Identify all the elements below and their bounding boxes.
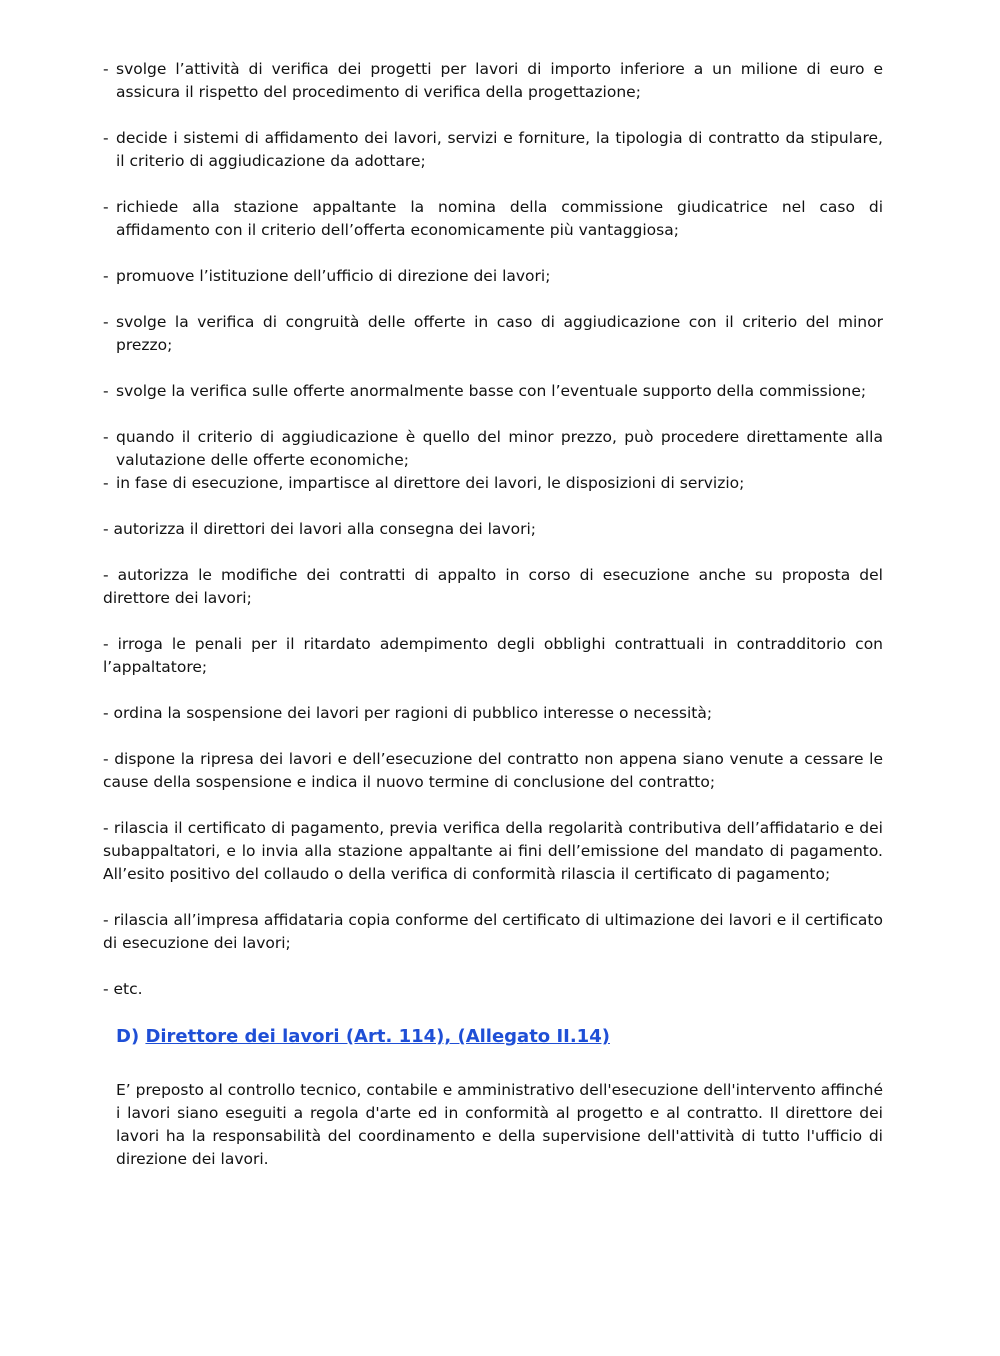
section-heading [116, 1023, 883, 1051]
list-item-text: svolge l’attività di verifica dei progetti per lavori di importo inferiore a un milione di euro e assicura il rispetto del procedimento di verifica della progettazione; [116, 60, 883, 101]
document-page [103, 58, 883, 1171]
list-item-plain: - irroga le penali per il ritardato adempimento degli obblighi contrattuali in contradditorio con l’appaltatore; [103, 635, 883, 676]
list-item [103, 311, 883, 357]
list-item-plain: - etc. [103, 980, 143, 998]
list-item [103, 196, 883, 242]
list-item-plain: - autorizza il direttori dei lavori alla consegna dei lavori; [103, 520, 536, 538]
list-item [103, 265, 883, 288]
list-item-text: quando il criterio di aggiudicazione è quello del minor prezzo, può procedere direttamente alla valutazione delle offerte economiche; [116, 428, 883, 469]
list-item-plain: - autorizza le modifiche dei contratti di appalto in corso di esecuzione anche su proposta del direttore dei lavori; [103, 566, 883, 607]
section-prefix: D) [116, 1026, 146, 1047]
list-item-text: richiede alla stazione appaltante la nomina della commissione giudicatrice nel caso di affidamento con il criterio dell’offerta economicamente più vantaggiosa; [116, 198, 883, 239]
list-item-plain: - rilascia all’impresa affidataria copia conforme del certificato di ultimazione dei lavori e il certificato di esecuzione dei lavori; [103, 911, 883, 952]
section-link[interactable]: Direttore dei lavori (Art. 114), (Allegato II.14) [145, 1026, 610, 1047]
bullet-dash: - [103, 313, 109, 331]
list-item [103, 380, 883, 403]
list-item-text: decide i sistemi di affidamento dei lavori, servizi e forniture, la tipologia di contratto da stipulare, il criterio di aggiudicazione da adottare; [116, 129, 883, 170]
list-item [103, 127, 883, 173]
list-item-plain: - dispone la ripresa dei lavori e dell’esecuzione del contratto non appena siano venute a cessare le cause della sospensione e indica il nuovo termine di conclusione del contratto; [103, 750, 883, 791]
list-item [103, 58, 883, 104]
list-item-text: promuove l’istituzione dell’ufficio di direzione dei lavori; [116, 267, 551, 285]
bullet-dash: - [103, 382, 109, 400]
bullet-dash: - [103, 267, 109, 285]
section-body [116, 1079, 883, 1171]
list-item-plain: - rilascia il certificato di pagamento, previa verifica della regolarità contributiva dell’affidatario e dei subappaltatori, e lo invia alla stazione appaltante ai fini dell’emissione del mandato di pagamento. All’esito positivo del collaudo o della verifica di conformità rilascia il certificato di pagamento; [103, 819, 883, 883]
list-item [103, 426, 883, 472]
list-item-text: svolge la verifica di congruità delle offerte in caso di aggiudicazione con il criterio del minor prezzo; [116, 313, 883, 354]
list-item-text: svolge la verifica sulle offerte anormalmente basse con l’eventuale supporto della commissione; [116, 382, 867, 400]
list-item [103, 472, 883, 495]
bullet-dash: - [103, 60, 109, 78]
section-paragraph: E’ preposto al controllo tecnico, contabile e amministrativo dell'esecuzione dell'intervento affinché i lavori siano eseguiti a regola d'arte ed in conformità al progetto e al contratto. Il direttore dei lavori ha la responsabilità del coordinamento e della supervisione dell'attività di tutto l'ufficio di direzione dei lavori. [116, 1081, 883, 1168]
bullet-dash: - [103, 428, 109, 446]
bullet-dash: - [103, 474, 109, 492]
bullet-dash: - [103, 129, 109, 147]
list-item-plain: - ordina la sospensione dei lavori per ragioni di pubblico interesse o necessità; [103, 704, 713, 722]
bullet-dash: - [103, 198, 109, 216]
list-item-text: in fase di esecuzione, impartisce al direttore dei lavori, le disposizioni di servizio; [116, 474, 745, 492]
